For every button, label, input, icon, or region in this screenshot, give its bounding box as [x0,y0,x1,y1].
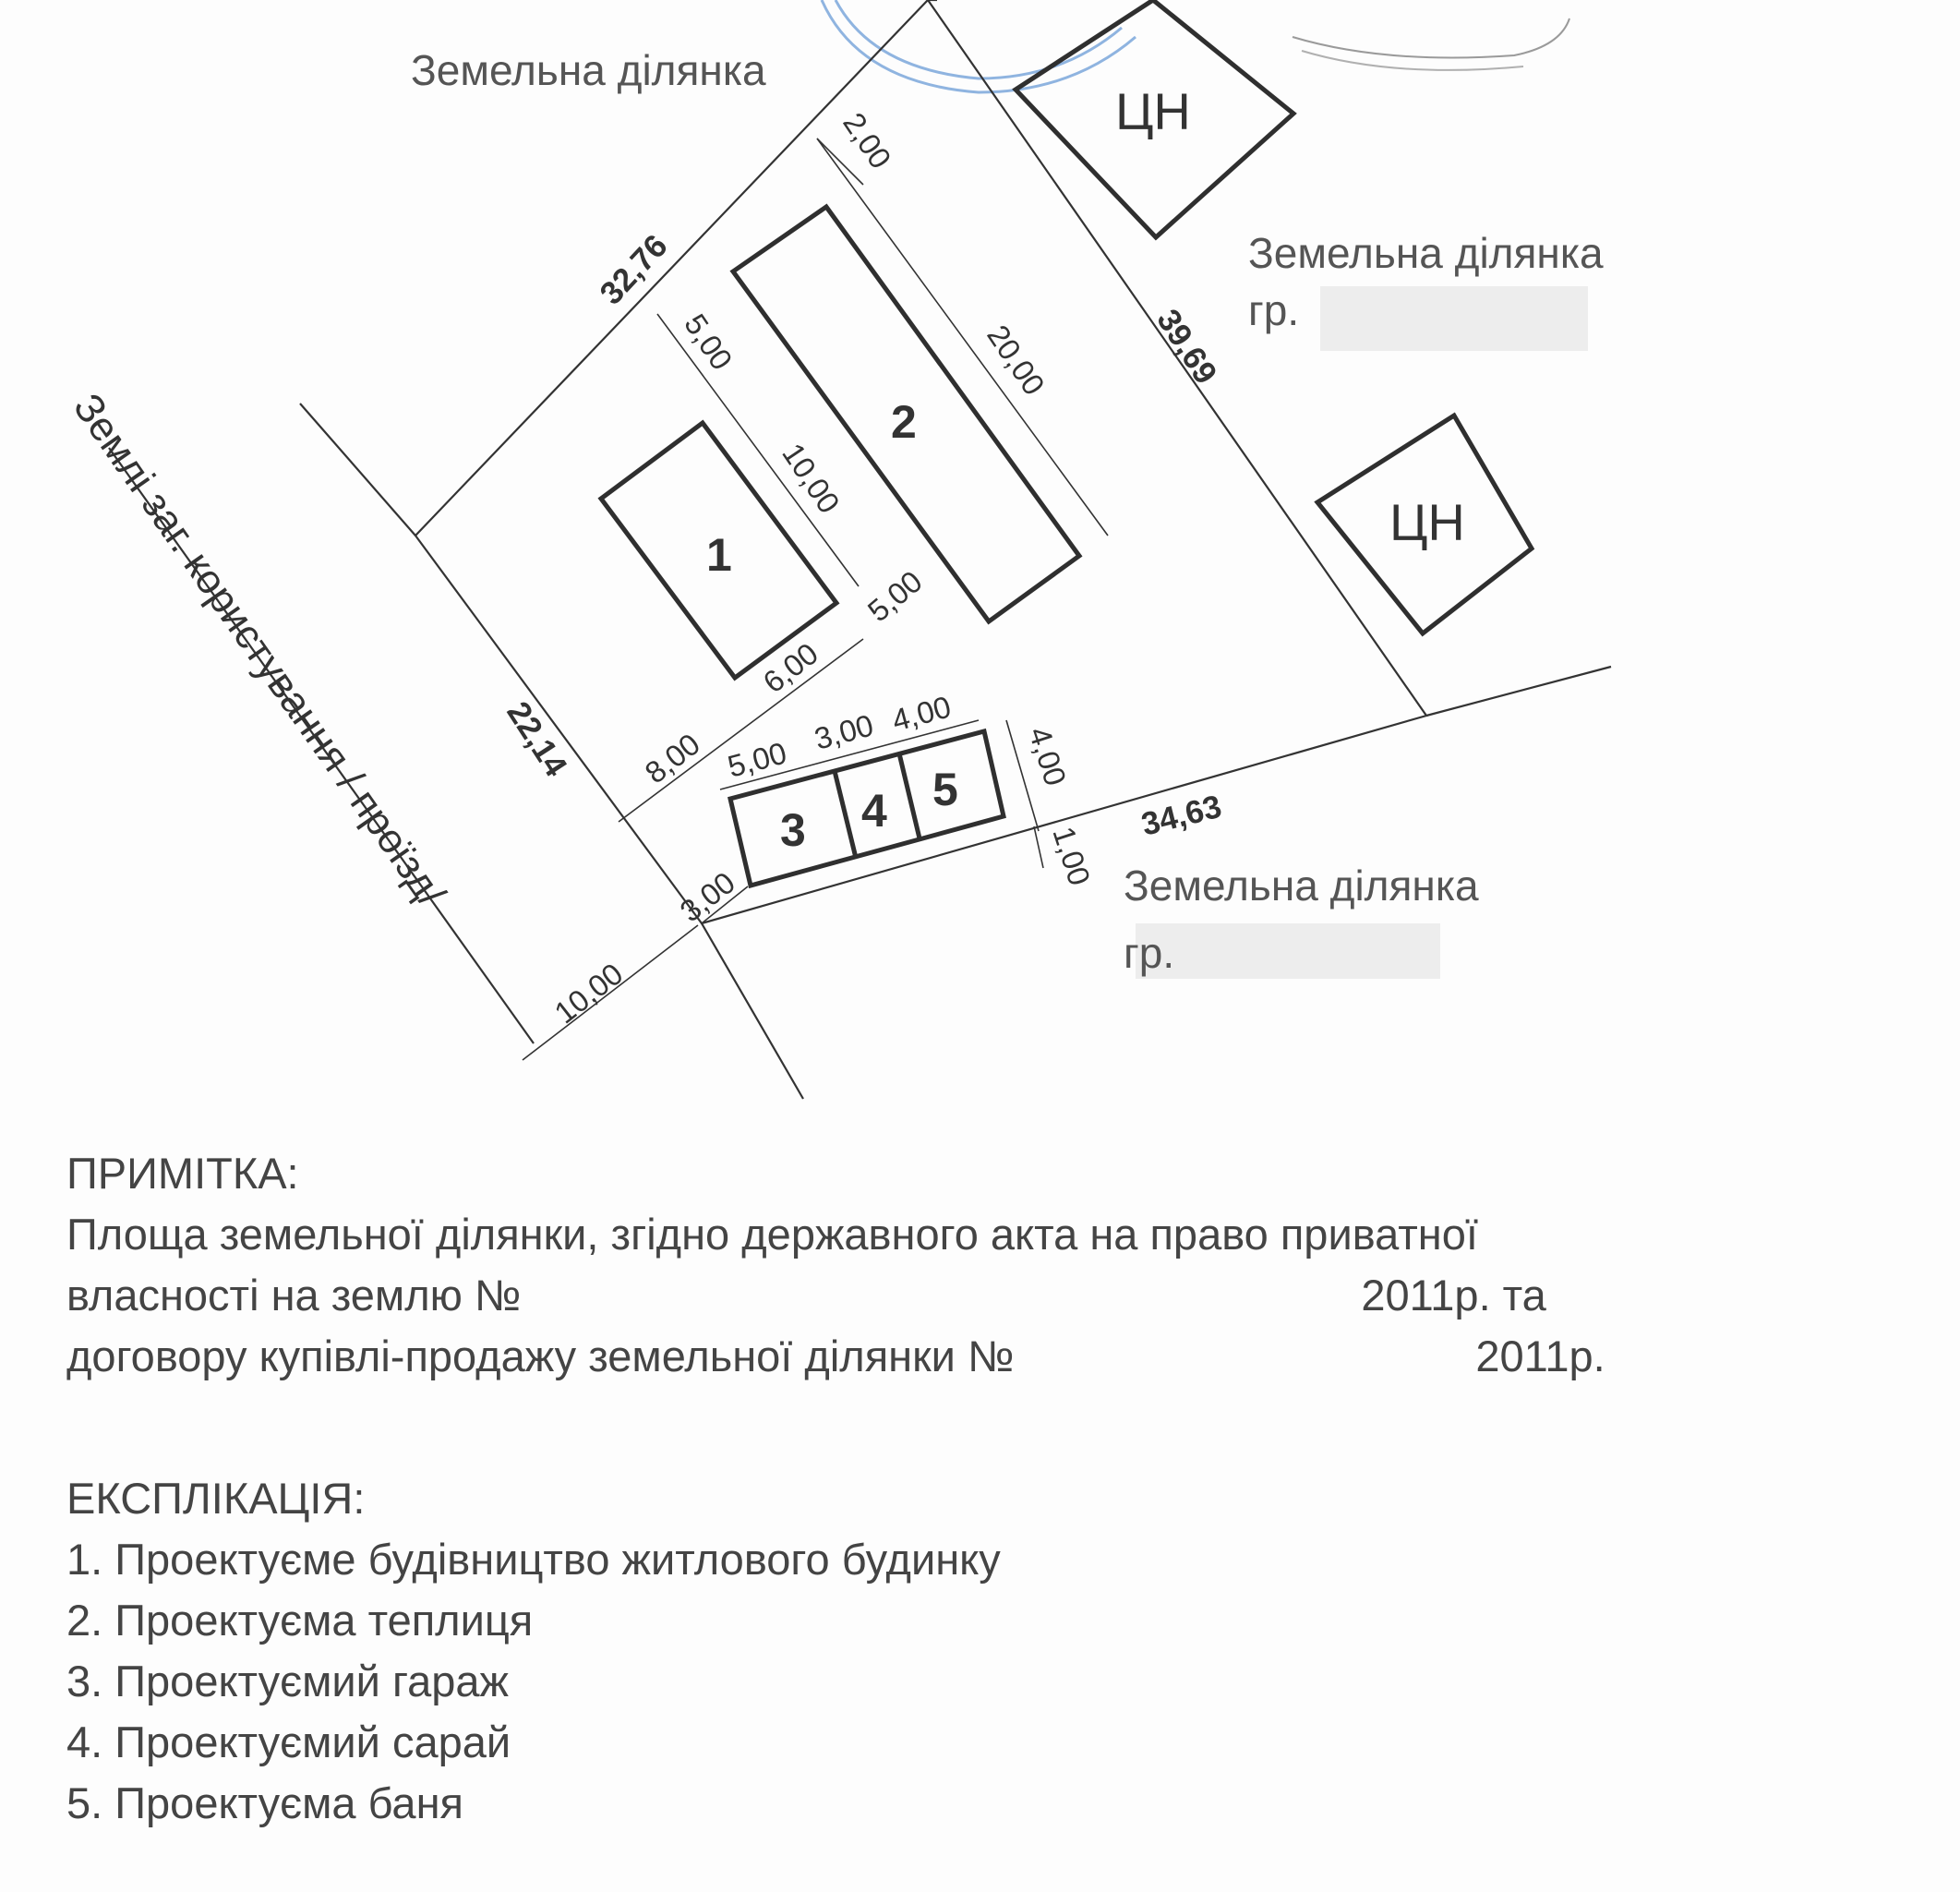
boundary-dim-south: 34,63 [1137,788,1225,843]
dim-label: 10,00 [776,437,848,520]
explication-item: 1. Проектуєме будівництво житлового будинку [66,1535,1001,1584]
boundary-dim-west: 22,14 [499,695,574,783]
explication-item: 3. Проектуємий гараж [66,1657,509,1705]
note-line [66,1326,1605,1387]
explication-section [66,1468,1001,1834]
boundary-dim-east: 39,69 [1149,303,1224,391]
explication-item: 4. Проектуємий сарай [66,1717,511,1766]
neighbor-building-label: ЦН [1115,82,1191,140]
boundary-extension [1426,667,1611,716]
zone-label-bottom-owner: гр. [1124,929,1175,977]
dim-label: 3,00 [811,707,877,756]
zone-label-top: Земельна ділянка [411,46,766,94]
note-line-end: 2011р. [1475,1332,1605,1380]
dim-label: 20,00 [980,319,1052,402]
dim-label: 2,00 [836,106,898,175]
boundary-extension [300,404,415,536]
boundary-dim-north: 32,76 [593,227,675,312]
building-divider [835,771,856,858]
note-title: ПРИМІТКА: [66,1149,299,1198]
building-1-label: 1 [706,529,732,581]
dim-label: 5,00 [724,735,790,784]
dim-label: 1,00 [1046,822,1098,890]
note-section [66,1143,1605,1387]
road-label: Землі заг. користування / проїзд/ [64,385,454,915]
note-line [66,1265,1605,1326]
explication-item: 2. Проектуєма теплиця [66,1596,534,1645]
zone-label-bottom: Земельна ділянка [1124,862,1479,910]
zone-label-right: Земельна ділянка [1248,229,1604,277]
explication-title: ЕКСПЛІКАЦІЯ: [66,1474,366,1523]
stamp-mark [822,0,1569,92]
redaction-mark [1136,923,1440,979]
boundary-extension [702,923,803,1099]
note-line-end: 2011р. та [1361,1271,1546,1320]
plot-boundary [415,0,1426,923]
dim-label: 8,00 [638,726,706,790]
zone-label-right-owner: гр. [1248,286,1300,334]
building-5-label: 5 [932,764,958,815]
note-line-start: договору купівлі-продажу земельної ділянки № [66,1332,1015,1380]
dim-label: 5,00 [860,563,929,629]
building-4-label: 4 [861,785,887,837]
neighbor-building-label: ЦН [1389,493,1465,551]
note-line-start: власності на землю № [66,1271,522,1320]
dim-label: 10,00 [547,956,630,1030]
note-line: Площа земельної ділянки, згідно державного акта на право приватної [66,1210,1478,1259]
dim-label: 4,00 [888,689,955,738]
dim-label: 3,00 [673,864,741,929]
dim-label: 5,00 [678,307,740,377]
building-2-label: 2 [891,396,917,448]
redaction-mark [1320,286,1588,351]
explication-item: 5. Проектуєма баня [66,1778,463,1827]
building-3-label: 3 [780,804,806,856]
dim-label: 4,00 [1022,722,1074,790]
building-divider [899,753,920,838]
dim-label: 6,00 [756,635,824,700]
